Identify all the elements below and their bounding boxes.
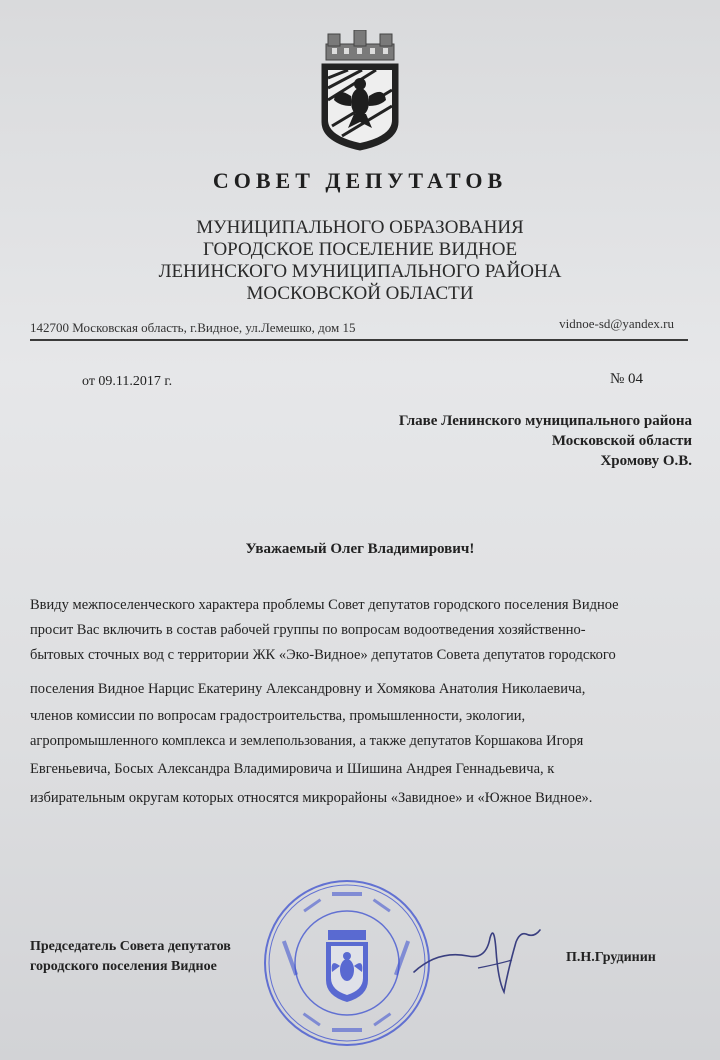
signer-name: П.Н.Грудинин — [566, 950, 656, 965]
body-line: поселения Видное Нарцис Екатерину Александровну и Хомякова Анатолия Николаевича, — [30, 681, 586, 697]
postal-address: 142700 Московская область, г.Видное, ул.Лемешко, дом 15 — [30, 320, 356, 335]
org-name-line-1: МУНИЦИПАЛЬНОГО ОБРАЗОВАНИЯ — [196, 217, 524, 238]
official-stamp — [262, 878, 432, 1048]
header-divider — [30, 339, 688, 341]
signatory-title-line: Председатель Совета депутатов — [30, 939, 231, 954]
signatory-title — [30, 937, 231, 977]
body-line: членов комиссии по вопросам градостроительства, промышленности, экологии, — [30, 708, 526, 724]
letter-number: № 04 — [610, 371, 644, 387]
coat-of-arms-emblem — [318, 30, 402, 152]
signatory-title-line: городского поселения Видное — [30, 959, 217, 974]
org-name-line-4: МОСКОВСКОЙ ОБЛАСТИ — [246, 283, 474, 304]
letter-date: от 09.11.2017 г. — [82, 374, 173, 389]
greeting: Уважаемый Олег Владимирович! — [245, 541, 475, 557]
handwritten-signature — [408, 920, 558, 1000]
body-line: избирательным округам которых относятся микрорайоны «Завидное» и «Южное Видное». — [30, 790, 593, 806]
org-name-line-3: ЛЕНИНСКОГО МУНИЦИПАЛЬНОГО РАЙОНА — [158, 261, 562, 282]
body-line: Ввиду межпоселенческого характера проблемы Совет депутатов городского поселения Видное — [30, 597, 619, 613]
body-line: просит Вас включить в состав рабочей группы по вопросам водоотведения хозяйственно- — [30, 622, 586, 638]
addressee-block — [399, 411, 692, 471]
addressee-line: Главе Ленинского муниципального района — [398, 413, 692, 429]
document-title: СОВЕТ ДЕПУТАТОВ — [212, 168, 508, 193]
email-address: vidnoe-sd@yandex.ru — [559, 316, 674, 331]
body-line: агропромышленного комплекса и землепользования, а также депутатов Коршакова Игоря — [30, 733, 584, 749]
addressee-line: Хромову О.В. — [600, 453, 692, 469]
org-name-line-2: ГОРОДСКОЕ ПОСЕЛЕНИЕ ВИДНОЕ — [202, 239, 518, 260]
body-line: бытовых сточных вод с территории ЖК «Эко-Видное» депутатов Совета депутатов городского — [30, 647, 616, 663]
body-line: Евгеньевича, Босых Александра Владимировича и Шишина Андрея Геннадьевича, к — [30, 761, 555, 777]
addressee-line: Московской области — [551, 433, 692, 449]
